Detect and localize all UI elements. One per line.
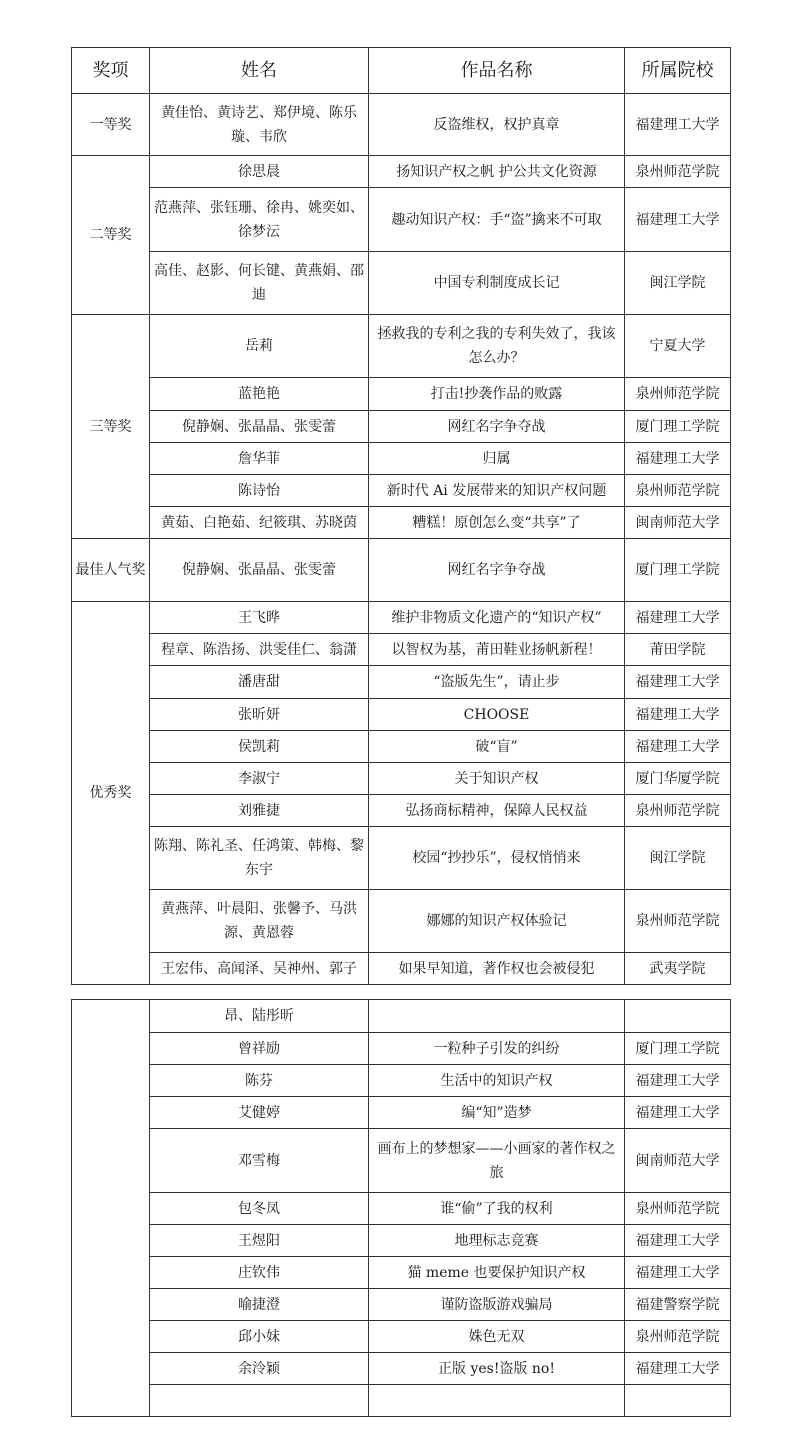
work-cell: 糟糕！原创怎么变“共享”了 <box>369 507 625 539</box>
table-row <box>72 1129 731 1193</box>
work-cell: 谁“偷”了我的权利 <box>369 1193 625 1225</box>
name-cell: 詹华菲 <box>150 443 369 475</box>
name-cell: 曾祥励 <box>150 1033 369 1065</box>
school-cell: 泉州师范学院 <box>625 378 731 411</box>
school-cell: 厦门理工学院 <box>625 411 731 443</box>
work-cell: 扬知识产权之帆 护公共文化资源 <box>369 156 625 188</box>
school-cell: 莆田学院 <box>625 634 731 666</box>
name-cell: 庄钦伟 <box>150 1257 369 1289</box>
name-cell: 包冬凤 <box>150 1193 369 1225</box>
table-row <box>72 252 731 315</box>
table-row <box>72 1033 731 1065</box>
table-row <box>72 94 731 156</box>
school-cell: 闽江学院 <box>625 827 731 890</box>
work-cell <box>369 1000 625 1033</box>
school-cell: 泉州师范学院 <box>625 475 731 507</box>
work-cell: 趣动知识产权：手“盗”擒来不可取 <box>369 188 625 252</box>
name-cell: 邱小妹 <box>150 1321 369 1353</box>
work-cell: CHOOSE <box>369 699 625 731</box>
name-cell: 王宏伟、高闻泽、吴神州、郭子 <box>150 953 369 985</box>
table-row <box>72 507 731 539</box>
work-cell: 画布上的梦想家——小画家的著作权之旅 <box>369 1129 625 1193</box>
name-cell: 陈翔、陈礼圣、任鸿策、韩梅、黎东宇 <box>150 827 369 890</box>
work-cell: 以智权为基，莆田鞋业扬帆新程！ <box>369 634 625 666</box>
school-cell: 闽南师范大学 <box>625 507 731 539</box>
table-row <box>72 795 731 827</box>
work-cell <box>369 1385 625 1417</box>
award-third: 三等奖 <box>72 315 150 539</box>
school-cell: 福建理工大学 <box>625 443 731 475</box>
school-cell: 福建理工大学 <box>625 602 731 634</box>
school-cell: 泉州师范学院 <box>625 890 731 953</box>
school-cell <box>625 1000 731 1033</box>
work-cell: 反盗维权，权护真章 <box>369 94 625 156</box>
school-cell: 厦门华厦学院 <box>625 763 731 795</box>
table-row <box>72 699 731 731</box>
work-cell: 关于知识产权 <box>369 763 625 795</box>
table-row <box>72 634 731 666</box>
table-row <box>72 1193 731 1225</box>
work-cell: 新时代 Ai 发展带来的知识产权问题 <box>369 475 625 507</box>
table-row <box>72 188 731 252</box>
school-cell: 福建理工大学 <box>625 1257 731 1289</box>
table-row <box>72 1289 731 1321</box>
school-cell: 厦门理工学院 <box>625 539 731 602</box>
school-cell: 武夷学院 <box>625 953 731 985</box>
table-row <box>72 1257 731 1289</box>
table-row <box>72 1321 731 1353</box>
school-cell: 闽南师范大学 <box>625 1129 731 1193</box>
work-cell: 归属 <box>369 443 625 475</box>
school-cell: 闽江学院 <box>625 252 731 315</box>
school-cell: 福建理工大学 <box>625 731 731 763</box>
school-cell: 泉州师范学院 <box>625 1321 731 1353</box>
name-cell: 岳莉 <box>150 315 369 378</box>
work-cell: 正版 yes!盗版 no! <box>369 1353 625 1385</box>
name-cell: 陈诗怡 <box>150 475 369 507</box>
name-cell: 倪静娴、张晶晶、张雯蕾 <box>150 539 369 602</box>
name-cell: 徐思晨 <box>150 156 369 188</box>
table-row <box>72 827 731 890</box>
award-excellent: 优秀奖 <box>72 602 150 985</box>
name-cell: 蓝艳艳 <box>150 378 369 411</box>
work-cell: 猫 meme 也要保护知识产权 <box>369 1257 625 1289</box>
work-cell: 姝色无双 <box>369 1321 625 1353</box>
table-row <box>72 378 731 411</box>
name-cell: 喻捷澄 <box>150 1289 369 1321</box>
school-cell: 福建理工大学 <box>625 1225 731 1257</box>
name-cell: 倪静娴、张晶晶、张雯蕾 <box>150 411 369 443</box>
table-row <box>72 666 731 699</box>
school-cell: 福建理工大学 <box>625 1097 731 1129</box>
table-row <box>72 1000 731 1033</box>
table-row <box>72 443 731 475</box>
work-cell: 一粒种子引发的纠纷 <box>369 1033 625 1065</box>
name-cell <box>150 1385 369 1417</box>
table-row <box>72 890 731 953</box>
school-cell: 福建理工大学 <box>625 188 731 252</box>
table-row <box>72 731 731 763</box>
work-cell: 娜娜的知识产权体验记 <box>369 890 625 953</box>
header-award: 奖项 <box>72 48 150 94</box>
school-cell: 厦门理工学院 <box>625 1033 731 1065</box>
school-cell: 宁夏大学 <box>625 315 731 378</box>
school-cell: 福建理工大学 <box>625 1065 731 1097</box>
table-row <box>72 1225 731 1257</box>
table-row <box>72 156 731 188</box>
work-cell: 维护非物质文化遗产的“知识产权” <box>369 602 625 634</box>
table-row <box>72 411 731 443</box>
name-cell: 张昕妍 <box>150 699 369 731</box>
work-cell: 如果早知道，著作权也会被侵犯 <box>369 953 625 985</box>
work-cell: 校园“抄抄乐”，侵权悄悄来 <box>369 827 625 890</box>
award-second: 二等奖 <box>72 156 150 315</box>
work-cell: 拯救我的专利之我的专利失效了，我该怎么办？ <box>369 315 625 378</box>
school-cell: 泉州师范学院 <box>625 1193 731 1225</box>
table-row <box>72 475 731 507</box>
name-cell: 程章、陈浩扬、洪雯佳仁、翁潇 <box>150 634 369 666</box>
work-cell: 弘扬商标精神，保障人民权益 <box>369 795 625 827</box>
table-row <box>72 1385 731 1417</box>
header-school: 所属院校 <box>625 48 731 94</box>
name-cell: 黄佳怡、黄诗艺、郑伊境、陈乐璇、韦欣 <box>150 94 369 156</box>
name-cell: 李淑宁 <box>150 763 369 795</box>
work-cell: 网红名字争夺战 <box>369 411 625 443</box>
awards-table-page-2 <box>71 999 731 1417</box>
name-cell: 潘唐甜 <box>150 666 369 699</box>
work-cell: 地理标志竞赛 <box>369 1225 625 1257</box>
name-cell: 王煜阳 <box>150 1225 369 1257</box>
table-row <box>72 953 731 985</box>
work-cell: 打击!抄袭作品的败露 <box>369 378 625 411</box>
name-cell: 刘雅捷 <box>150 795 369 827</box>
work-cell: 编“知”造梦 <box>369 1097 625 1129</box>
work-cell: 谨防盗版游戏骗局 <box>369 1289 625 1321</box>
school-cell: 泉州师范学院 <box>625 795 731 827</box>
name-cell: 陈芬 <box>150 1065 369 1097</box>
name-cell: 邓雪梅 <box>150 1129 369 1193</box>
table-row <box>72 539 731 602</box>
header-row <box>72 48 731 94</box>
name-cell: 余泠颖 <box>150 1353 369 1385</box>
award-first: 一等奖 <box>72 94 150 156</box>
school-cell: 福建理工大学 <box>625 1353 731 1385</box>
header-name: 姓名 <box>150 48 369 94</box>
work-cell: 生活中的知识产权 <box>369 1065 625 1097</box>
table-row <box>72 763 731 795</box>
school-cell: 福建警察学院 <box>625 1289 731 1321</box>
name-cell: 王飞晔 <box>150 602 369 634</box>
school-cell: 泉州师范学院 <box>625 156 731 188</box>
school-cell: 福建理工大学 <box>625 94 731 156</box>
school-cell <box>625 1385 731 1417</box>
name-cell: 黄茹、白艳茹、纪筱琪、苏晓茵 <box>150 507 369 539</box>
table-row <box>72 602 731 634</box>
name-cell: 高佳、赵影、何长键、黄燕娟、邵迪 <box>150 252 369 315</box>
name-cell: 侯凯莉 <box>150 731 369 763</box>
school-cell: 福建理工大学 <box>625 666 731 699</box>
table-row <box>72 1353 731 1385</box>
table-row <box>72 1097 731 1129</box>
name-cell: 艾健婷 <box>150 1097 369 1129</box>
table-row <box>72 315 731 378</box>
name-cell: 昂、陆彤昕 <box>150 1000 369 1033</box>
header-work: 作品名称 <box>369 48 625 94</box>
work-cell: “盗版先生”，请止步 <box>369 666 625 699</box>
awards-table-page-1 <box>71 47 731 985</box>
work-cell: 破“盲” <box>369 731 625 763</box>
work-cell: 网红名字争夺战 <box>369 539 625 602</box>
work-cell: 中国专利制度成长记 <box>369 252 625 315</box>
school-cell: 福建理工大学 <box>625 699 731 731</box>
name-cell: 黄燕萍、叶晨阳、张馨予、马洪源、黄恩蓉 <box>150 890 369 953</box>
table-row <box>72 1065 731 1097</box>
award-popular: 最佳人气奖 <box>72 539 150 602</box>
award-excellent-continued <box>72 1000 150 1417</box>
name-cell: 范燕萍、张钰珊、徐冉、姚奕如、徐梦沄 <box>150 188 369 252</box>
